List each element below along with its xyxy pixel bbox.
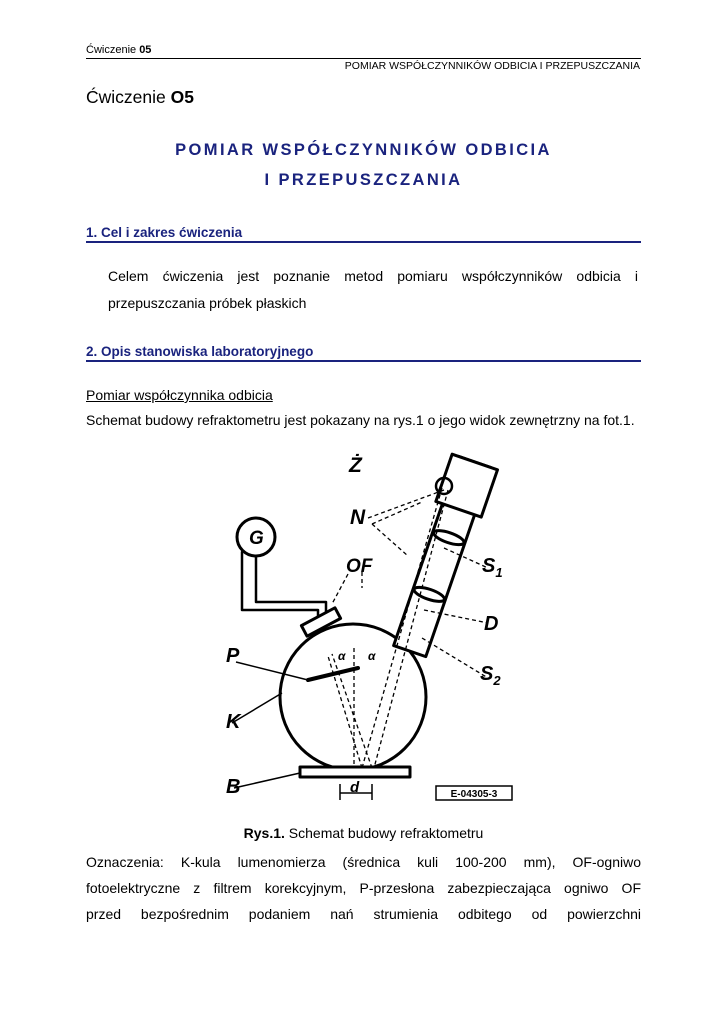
section1-line1: Celem ćwiczenia jest poznanie metod pomiaru współczynników odbicia i (108, 268, 638, 284)
label-p: P (226, 645, 240, 667)
label-n: N (350, 506, 366, 529)
description-line2: fotoelektryczne z filtrem korekcyjnym, P-przesłona zabezpieczająca ogniwo OF (86, 880, 641, 896)
caption-label: Rys.1. (243, 825, 285, 841)
header-left (86, 44, 151, 56)
section1-paragraph (108, 263, 638, 317)
header-right: POMIAR WSPÓŁCZYNNIKÓW ODBICIA I PRZEPUSZCZANIA (344, 60, 640, 72)
label-d-big: D (484, 613, 499, 635)
label-z: Ż (349, 454, 362, 477)
refractometer-diagram (212, 448, 518, 814)
section2-text: Schemat budowy refraktometru jest pokazany na rys.1 o jego widok zewnętrzny na fot.1. (86, 412, 635, 428)
label-b: B (226, 776, 241, 798)
tube (387, 454, 497, 659)
section1-line2: przepuszczania próbek płaskich (108, 295, 307, 311)
main-title-line1: POMIAR WSPÓŁCZYNNIKÓW ODBICIA (175, 141, 552, 159)
exercise-title (86, 87, 194, 108)
label-s2: $S_2$ (480, 663, 501, 688)
label-alpha1: α (338, 649, 346, 663)
label-d-small: d (350, 779, 360, 796)
header-rule (86, 58, 641, 59)
label-alpha2: α (368, 649, 376, 663)
section2-heading: 2. Opis stanowiska laboratoryjnego (86, 344, 641, 362)
exercise-prefix: Ćwiczenie (86, 87, 171, 107)
section1-heading: 1. Cel i zakres ćwiczenia (86, 225, 641, 243)
description-line1: Oznaczenia: K-kula lumenomierza (średnica kuli 100-200 mm), OF-ogniwo (86, 854, 641, 870)
figure-caption (86, 825, 641, 841)
base-plate (300, 767, 410, 777)
section2-subheading: Pomiar współczynnika odbicia (86, 387, 273, 403)
caption-text: Schemat budowy refraktometru (284, 825, 484, 841)
exercise-code: O5 (170, 87, 194, 107)
figure-code: E-04305-3 (450, 789, 498, 800)
description-line3: przed bezpośrednim podaniem nań strumienia odbitego od powierzchni (86, 906, 641, 922)
header-left-code: 05 (139, 44, 152, 56)
header-left-prefix: Ćwiczenie (86, 44, 140, 56)
label-of: OF (346, 556, 373, 577)
label-g: G (249, 528, 264, 549)
label-s1: $S_1$ (482, 555, 503, 580)
label-k: K (226, 711, 241, 733)
description-paragraph (86, 849, 641, 927)
wire (242, 552, 318, 620)
main-title-line2: I PRZEPUSZCZANIA (264, 171, 463, 189)
